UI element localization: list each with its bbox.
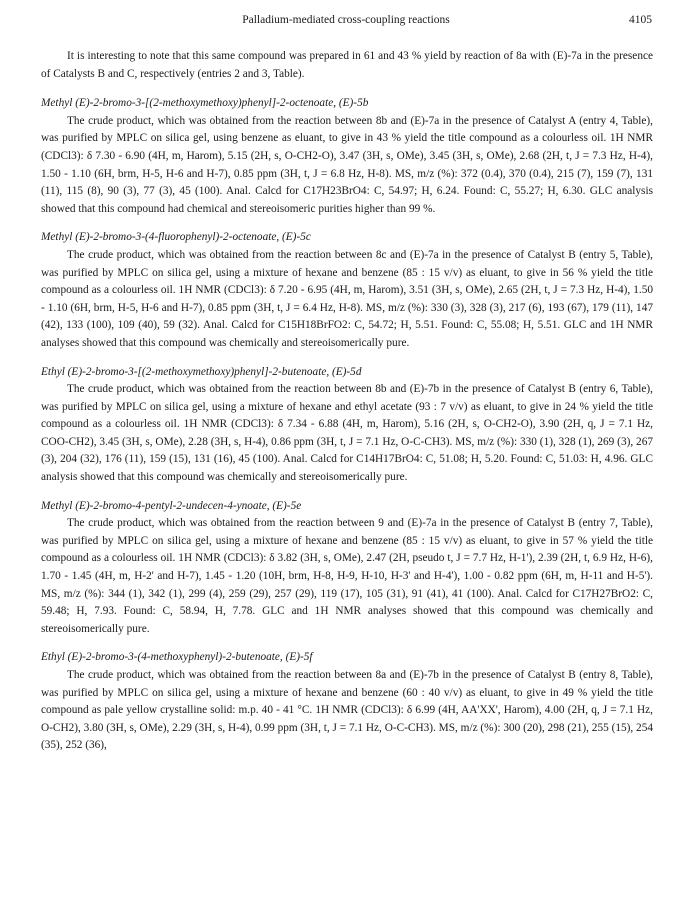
section-title: Ethyl (E)-2-bromo-3-(4-methoxyphenyl)-2-butenoate, (E)-5f — [41, 651, 313, 664]
article-body — [41, 48, 653, 766]
section-5e — [41, 498, 653, 639]
section-5d — [41, 364, 653, 487]
running-header — [40, 12, 652, 30]
section-5b — [41, 95, 653, 218]
section-text: The crude product, which was obtained from the reaction between 8a and (E)-7b in the presence of Catalyst B (entry 8, Table), was purified by MPLC on silica gel, using a mixture of hexane and benzene (60 : 40 v/v) as eluant, to give in 49 % yield the title compound as pale yellow crystalline solid: m.p. 40 - 41 °C. 1H NMR (CDCl3): δ 6.99 (4H, AA'XX', Harom), 4.00 (2H, q, J = 7.1 Hz, O-CH2), 3.80 (3H, s, OMe), 2.29 (3H, s, H-4), 0.99 ppm (3H, t, J = 7.1 Hz, O-C-CH3). MS, m/z (%): 300 (20), 298 (21), 255 (15), 254 (35), 252 (36), — [41, 669, 653, 752]
section-text: The crude product, which was obtained from the reaction between 8b and (E)-7b in the presence of Catalyst B (entry 6, Table), was purified by MPLC on silica gel, using a mixture of hexane and ethyl acetate (93 : 7 v/v) as eluant, to give in 24 % yield the title compound as a colourless oil. 1H NMR (CDCl3): δ 7.34 - 6.88 (4H, m, Harom), 5.16 (2H, s, O-CH2-O), 3.90 (2H, q, J = 7.1 Hz, COO-CH2), 3.45 (3H, s, OMe), 2.28 (3H, s, H-4), 0.86 ppm (3H, t, J = 7.1 Hz, O-C-CH3). MS, m/z (%): 330 (1), 328 (1), 269 (3), 267 (3), 204 (32), 176 (11), 159 (15), 131 (16), 45 (100). Anal. Calcd for C14H17BrO4: C, 51.08; H, 5.20. Found: C, 51.03: H, 4.96. GLC analysis showed that this compound was chemically and stereoisomerically pure. — [41, 383, 653, 484]
section-text: The crude product, which was obtained from the reaction between 8c and (E)-7a in the presence of Catalyst B (entry 5, Table), was purified by MPLC on silica gel, using a mixture of hexane and benzene (85 : 15 v/v) as eluant, to give in 56 % yield the title compound as a colourless oil. 1H NMR (CDCl3): δ 7.20 - 6.95 (4H, m, Harom), 3.51 (3H, s, OMe), 2.65 (2H, t, J = 7.3 Hz, H-4), 1.50 - 1.10 (6H, brm, H-5, H-6 and H-7), 0.85 ppm (3H, t, J = 6.4 Hz, H-8). MS, m/z (%): 330 (3), 328 (3), 217 (6), 193 (67), 179 (11), 147 (42), 133 (100), 109 (40), 59 (32). Anal. Calcd for C15H18BrFO2: C, 54.72; H, 5.51. Found: C, 55.08; H, 5.51. GLC and 1H NMR analyses showed that this compound was chemically and stereoisomerically pure. — [41, 248, 653, 349]
section-title: Ethyl (E)-2-bromo-3-[(2-methoxymethoxy)phenyl]-2-butenoate, (E)-5d — [41, 365, 362, 378]
section-5f — [41, 649, 653, 755]
section-text: The crude product, which was obtained from the reaction between 9 and (E)-7a in the presence of Catalyst B (entry 7, Table), was purified by MPLC on silica gel, using a mixture of hexane and benzene (85 : 15 v/v) as eluant, to give in 57 % yield the title compound as a colourless oil. 1H NMR (CDCl3): δ 3.82 (3H, s, OMe), 2.47 (2H, pseudo t, J = 7.7 Hz, H-1'), 2.39 (2H, t, 6.9 Hz, H-6), 1.70 - 1.45 (4H, m, H-2' and H-7), 1.45 - 1.20 (10H, brm, H-8, H-9, H-10, H-3' and H-4'), 1.00 - 0.82 ppm (6H, m, H-11 and H-5'). MS, m/z (%): 344 (1), 342 (1), 299 (4), 259 (29), 257 (29), 119 (17), 105 (31), 91 (41), 41 (100). Anal. Calcd for C17H27BrO2: C, 59.48; H, 7.93. Found: C, 58.94, H, 7.78. GLC and 1H NMR analyses showed that this compound was chemically and stereoisomerically pure. — [41, 517, 653, 635]
section-title: Methyl (E)-2-bromo-3-(4-fluorophenyl)-2-octenoate, (E)-5c — [41, 231, 311, 244]
intro-paragraph: It is interesting to note that this same compound was prepared in 61 and 43 % yield by reaction of 8a with (E)-7a in the presence of Catalysts B and C, respectively (entries 2 and 3, Table). — [41, 50, 653, 80]
section-title: Methyl (E)-2-bromo-3-[(2-methoxymethoxy)phenyl]-2-octenoate, (E)-5b — [41, 97, 369, 110]
page-number: 4105 — [629, 14, 652, 26]
section-title: Methyl (E)-2-bromo-4-pentyl-2-undecen-4-ynoate, (E)-5e — [41, 499, 302, 512]
section-text: The crude product, which was obtained from the reaction between 8b and (E)-7a in the presence of Catalyst A (entry 4, Table), was purified by MPLC on silica gel, using benzene as eluant, to give in 43 % yield the title compound as a colourless oil. 1H NMR (CDCl3): δ 7.30 - 6.90 (4H, m, Harom), 5.15 (2H, s, O-CH2-O), 3.47 (3H, s, OMe), 3.45 (3H, s, OMe), 2.68 (2H, t, J = 7.3 Hz, H-4), 1.50 - 1.10 (6H, brm, H-5, H-6 and H-7), 0.85 ppm (3H, t, J = 6.8 Hz, H-8). MS, m/z (%): 372 (0.4), 370 (0.4), 215 (7), 159 (7), 131 (11), 115 (8), 90 (3), 77 (3), 45 (100). Anal. Calcd for C17H23BrO4: C, 54.97; H, 6.24. Found: C, 55.27; H, 6.30. GLC analysis showed that this compound had chemical and stereoisomeric purities higher than 99 %. — [41, 114, 653, 215]
running-title: Palladium-mediated cross-coupling reactions — [242, 14, 450, 26]
section-5c — [41, 229, 653, 352]
